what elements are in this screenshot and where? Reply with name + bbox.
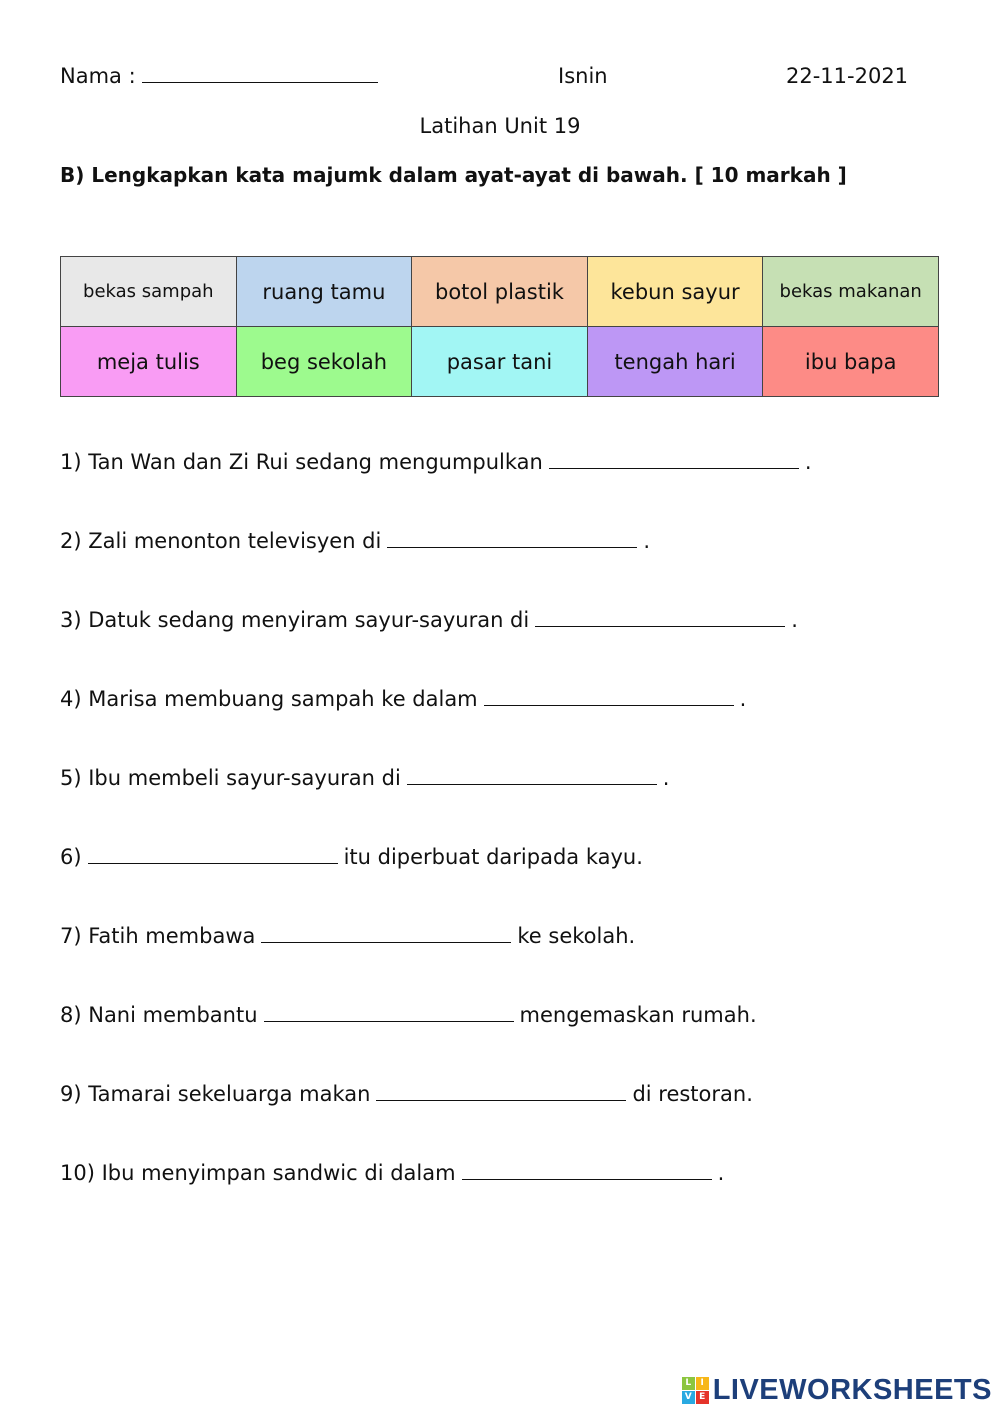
worksheet-title: Latihan Unit 19 xyxy=(419,114,581,138)
question-text-after: . xyxy=(791,608,798,632)
answer-blank[interactable] xyxy=(484,687,734,706)
question-item xyxy=(60,1003,757,1027)
answer-blank[interactable] xyxy=(376,1082,626,1101)
question-text-after: ke sekolah. xyxy=(517,924,636,948)
logo-letter: E xyxy=(696,1391,709,1404)
question-item xyxy=(60,766,669,790)
question-text-after: . xyxy=(804,450,812,474)
logo-blocks-icon xyxy=(682,1377,709,1404)
question-text-after: . xyxy=(643,529,651,553)
logo-text: LIVEWORKSHEETS xyxy=(712,1374,992,1406)
word-bank-cell: pasar tani xyxy=(412,327,588,397)
question-item xyxy=(60,529,650,553)
name-field xyxy=(60,64,384,88)
answer-blank[interactable] xyxy=(535,608,785,627)
word-bank-cell: bekas sampah xyxy=(61,257,237,327)
answer-blank[interactable] xyxy=(549,450,799,469)
answer-blank[interactable] xyxy=(387,529,637,548)
word-bank-row xyxy=(61,257,939,327)
question-text-after: . xyxy=(739,687,747,711)
liveworksheets-logo xyxy=(682,1374,992,1407)
name-blank[interactable] xyxy=(142,64,378,83)
word-bank-cell: ruang tamu xyxy=(236,257,412,327)
word-bank-cell: bekas makanan xyxy=(763,257,939,327)
answer-blank[interactable] xyxy=(462,1161,712,1180)
word-bank-cell: meja tulis xyxy=(61,327,237,397)
question-text-before: 9) Tamarai sekeluarga makan xyxy=(60,1082,371,1106)
logo-letter: L xyxy=(682,1377,695,1390)
logo-letter: I xyxy=(696,1377,709,1390)
question-text-after: . xyxy=(662,766,670,790)
word-bank-cell: botol plastik xyxy=(412,257,588,327)
answer-blank[interactable] xyxy=(407,766,657,785)
question-text-before: 6) xyxy=(60,845,82,869)
word-bank-cell: kebun sayur xyxy=(587,257,763,327)
word-bank-cell: ibu bapa xyxy=(763,327,939,397)
word-bank-cell: tengah hari xyxy=(587,327,763,397)
question-text-after: mengemaskan rumah. xyxy=(519,1003,757,1027)
answer-blank[interactable] xyxy=(88,845,338,864)
question-item xyxy=(60,924,635,948)
question-text-before: 10) Ibu menyimpan sandwic di dalam xyxy=(60,1161,456,1185)
answer-blank[interactable] xyxy=(264,1003,514,1022)
question-item xyxy=(60,450,812,474)
question-text-before: 3) Datuk sedang menyiram sayur-sayuran di xyxy=(60,608,530,632)
question-text-before: 1) Tan Wan dan Zi Rui sedang mengumpulkan xyxy=(60,450,543,474)
word-bank-table xyxy=(60,256,939,397)
logo-letter: V xyxy=(682,1391,695,1404)
date: 22-11-2021 xyxy=(786,64,909,88)
question-text-after: . xyxy=(717,1161,725,1185)
instruction-heading: B) Lengkapkan kata majumk dalam ayat-ayat di bawah. [ 10 markah ] xyxy=(60,163,847,187)
question-item xyxy=(60,687,746,711)
question-text-before: 5) Ibu membeli sayur-sayuran di xyxy=(60,766,401,790)
word-bank-cell: beg sekolah xyxy=(236,327,412,397)
question-item xyxy=(60,608,798,632)
answer-blank[interactable] xyxy=(261,924,511,943)
question-text-before: 8) Nani membantu xyxy=(60,1003,258,1027)
question-text-before: 4) Marisa membuang sampah ke dalam xyxy=(60,687,478,711)
question-text-after: itu diperbuat daripada kayu. xyxy=(343,845,643,869)
question-text-after: di restoran. xyxy=(632,1082,753,1106)
question-item xyxy=(60,1161,724,1185)
question-text-before: 7) Fatih membawa xyxy=(60,924,256,948)
day: Isnin xyxy=(558,64,608,88)
name-label: Nama : xyxy=(60,64,136,88)
question-text-before: 2) Zali menonton televisyen di xyxy=(60,529,382,553)
question-item xyxy=(60,845,643,869)
question-item xyxy=(60,1082,753,1106)
word-bank-row xyxy=(61,327,939,397)
